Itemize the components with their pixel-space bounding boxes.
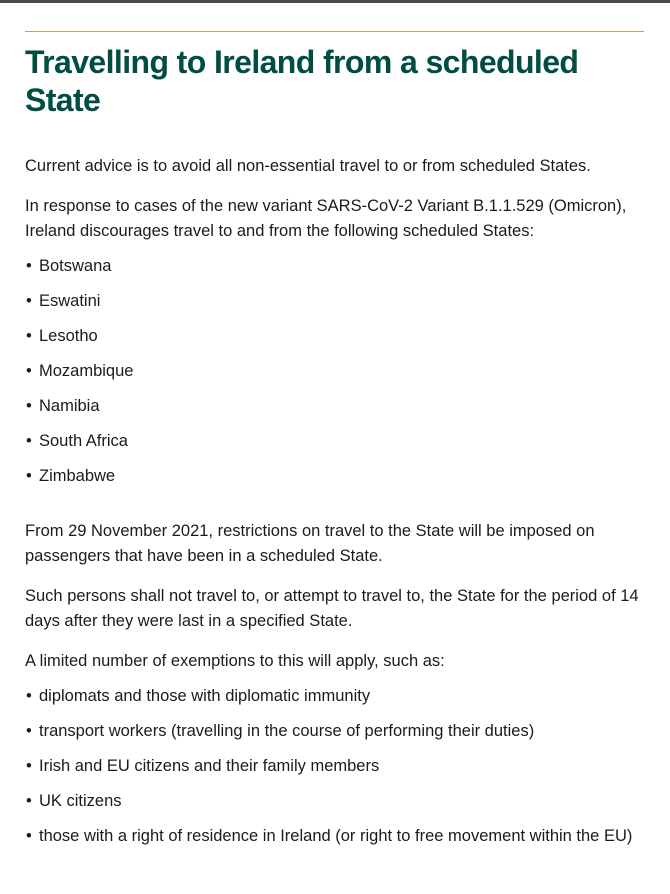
exemption-text: Irish and EU citizens and their family members xyxy=(39,757,380,775)
country-name: Zimbabwe xyxy=(39,467,116,485)
bullet-icon: • xyxy=(26,722,32,740)
bullet-icon: • xyxy=(26,467,32,485)
country-name: Namibia xyxy=(39,397,100,415)
list-item xyxy=(25,324,645,349)
exemption-text: diplomats and those with diplomatic immunity xyxy=(39,687,371,705)
bullet-icon: • xyxy=(26,327,32,345)
exemption-text: transport workers (travelling in the course of performing their duties) xyxy=(39,722,535,740)
scheduled-states-list xyxy=(25,254,645,489)
list-item xyxy=(25,394,645,419)
bullet-icon: • xyxy=(26,397,32,415)
top-bar xyxy=(0,0,670,3)
list-item xyxy=(25,359,645,384)
country-name: South Africa xyxy=(39,432,128,450)
list-item xyxy=(25,719,645,744)
page-title: Travelling to Ireland from a scheduled State xyxy=(25,44,579,118)
bullet-icon: • xyxy=(26,432,32,450)
title-divider xyxy=(25,31,644,32)
bullet-icon: • xyxy=(26,292,32,310)
exemptions-intro-paragraph: A limited number of exemptions to this will apply, such as: xyxy=(25,652,445,670)
bullet-icon: • xyxy=(26,257,32,275)
exemption-text: UK citizens xyxy=(39,792,122,810)
bullet-icon: • xyxy=(26,792,32,810)
bullet-icon: • xyxy=(26,757,32,775)
bullet-icon: • xyxy=(26,362,32,380)
such-persons-paragraph: Such persons shall not travel to, or attempt to travel to, the State for the period of 14 days after they were last in a specified State. xyxy=(25,587,639,630)
bullet-icon: • xyxy=(26,827,32,845)
list-item xyxy=(25,464,645,489)
article-content xyxy=(25,31,645,849)
list-item xyxy=(25,789,645,814)
country-name: Lesotho xyxy=(39,327,98,345)
list-item xyxy=(25,254,645,279)
restrictions-paragraph: From 29 November 2021, restrictions on travel to the State will be imposed on passengers that have been in a scheduled State. xyxy=(25,522,595,565)
list-item xyxy=(25,754,645,779)
country-name: Botswana xyxy=(39,257,112,275)
bullet-icon: • xyxy=(26,687,32,705)
list-item xyxy=(25,824,645,849)
omicron-paragraph: In response to cases of the new variant SARS-CoV-2 Variant B.1.1.529 (Omicron), Ireland discourages travel to and from the following scheduled States: xyxy=(25,197,627,240)
list-item xyxy=(25,684,645,709)
list-item xyxy=(25,429,645,454)
intro-paragraph: Current advice is to avoid all non-essential travel to or from scheduled States. xyxy=(25,157,591,175)
list-item xyxy=(25,289,645,314)
exemption-text: those with a right of residence in Ireland (or right to free movement within the EU) xyxy=(39,827,633,845)
exemptions-list xyxy=(25,684,645,849)
country-name: Mozambique xyxy=(39,362,134,380)
country-name: Eswatini xyxy=(39,292,101,310)
